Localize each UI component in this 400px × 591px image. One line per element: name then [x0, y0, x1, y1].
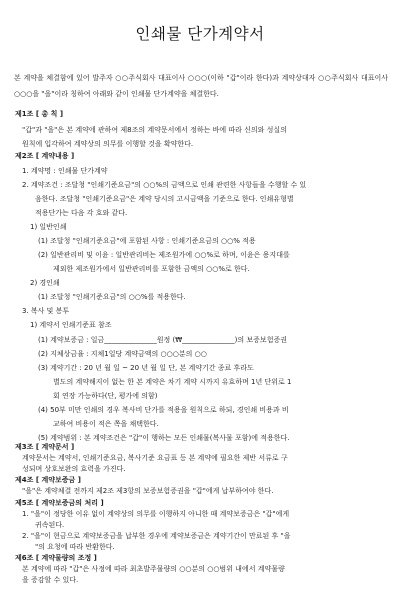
article-2-line: (5) 계약범위 : 본 계약조건은 "갑"이 행하는 모든 인쇄물(복사물 포함)에 적용한다. [38, 434, 290, 442]
article-6-heading: 제6조 [ 계약물량의 조정 ] [15, 554, 97, 562]
article-5-heading: 제5조 [ 계약보증금의 처리 ] [15, 498, 104, 507]
intro-paragraph: 본 계약을 체결함에 있어 발주자 ○○주식회사 대표이사 ○○○(이하 "갑"이라 한다)과 계약상대자 ○○주식회사 대표이사 ○○○을 "을"이라 칭하여 아래와 같이 인쇄물 단가계약을 체결한다. [14, 74, 388, 98]
article-2-line: 적용단가는 다음 각 호와 같다. [35, 209, 128, 217]
article-3-line: 성되며 상호보완의 효력을 가진다. [22, 465, 126, 474]
article-1-heading: 제1조 [ 총 칙 ] [15, 110, 64, 118]
article-5-line: "의 요청에 따라 반환한다. [35, 542, 115, 551]
article-2-line: 3. 복사 및 봉투 [22, 307, 70, 315]
article-4-heading: 제4조 [ 계약보증금 ] [15, 476, 81, 485]
article-1-line: "갑"과 "을"은 본 계약에 관하여 제8조의 계약문서에서 정하는 바에 따라 신의와 성실의 [22, 126, 287, 134]
article-2-line: (1) 조달청 "인쇄기준요금"에 포함된 사항 : 인쇄기준요금의 ○○% 적용 [38, 237, 256, 245]
article-2-line: 2) 경인쇄 [30, 279, 60, 287]
article-3-heading: 제3조 [ 계약문서 ] [15, 443, 75, 451]
article-5-line: 2. "을"이 현금으로 계약보증금을 납부한 경우에 계약보증금은 계약기간이 만료된 후 "을 [22, 531, 291, 540]
article-2-heading: 제2조 [ 계약내용 ] [15, 152, 75, 160]
article-5-line: 1. "을"이 정당한 이유 없이 계약상의 의무를 이행하지 아니한 때 계약보증금은 "갑"에게 [22, 509, 290, 518]
article-2-line: 1. 계약명 : 인쇄물 단가계약 [22, 167, 108, 175]
article-2-line: (2) 일반관리비 및 이윤 : 일반관리비는 제조원가에 ○○%로 하며, 이윤은 용지대를 [38, 251, 290, 259]
article-2-line: 교하여 비용이 적은 쪽을 채택한다. [53, 420, 159, 428]
article-6-line: 본 계약에 따라 "갑"은 사정에 따라 최초발주물량의 ○○분의 ○○범위 내에서 계약물량 [22, 565, 285, 574]
article-3-line: 계약문서는 계약서, 인쇄기준요금, 복사기준 요금표 등 본 계약에 필요한 제반 서류로 구 [22, 454, 288, 463]
article-6-line: 을 증감할 수 있다. [22, 576, 79, 585]
article-2-line: 음한다. 조달청 "인쇄기준요금"은 계약 당시의 고시금액을 기준으로 한다. 인쇄유형별 [35, 195, 294, 203]
article-2-line: 1) 계약서 인쇄기준표 참조 [30, 321, 112, 329]
article-1-line: 원칙에 입각하여 계약상의 의무를 이행할 것을 확약한다. [22, 140, 194, 148]
article-2-line: (2) 지체상금율 : 지체1일당 계약금액의 ○○○분의 ○○ [38, 350, 207, 358]
article-2-line: (4) 50부 미만 인쇄의 경우 복사비 단가를 적용을 원칙으로 하되, 경인쇄 비용과 비 [38, 406, 289, 414]
article-5-line: 귀속된다. [35, 520, 65, 529]
article-2-line: 별도의 계약해지이 없는 한 본 계약은 차기 계약 시까지 유효하며 1년 단위로 1 [53, 378, 292, 386]
article-2-line: 2. 계약조건 : 조달청 "인쇄기준요금"의 ○○%의 금액으로 인쇄 관련한 사항들을 수행할 수 있 [22, 181, 307, 189]
document-title: 인쇄물 단가계약서 [135, 25, 265, 43]
article-4-line: "을"은 계약체결 전까지 제2조 제3항의 보증보험증권을 "갑"에게 납부하여야 한다. [22, 487, 274, 496]
article-2-line: (1) 조달청 "인쇄기준요금"의 ○○%를 적용한다. [38, 293, 186, 301]
article-2-line: (1) 계약보증금 : 일금_______________원정 (₩_______________)의 보증보험증권 [38, 336, 287, 344]
article-2-line: (3) 계약기간 : 20 년 월 일 ~ 20 년 월 일 단, 본 계약기간 종료 후라도 [38, 364, 254, 372]
article-2-line: 제외한 제조원가에서 일반관리비를 포함한 금액의 ○○%로 한다. [53, 265, 250, 273]
article-2-line: 1) 일반인쇄 [30, 223, 67, 231]
article-2-line: 회 연장 가능하다(단, 평가에 의함) [53, 392, 158, 400]
